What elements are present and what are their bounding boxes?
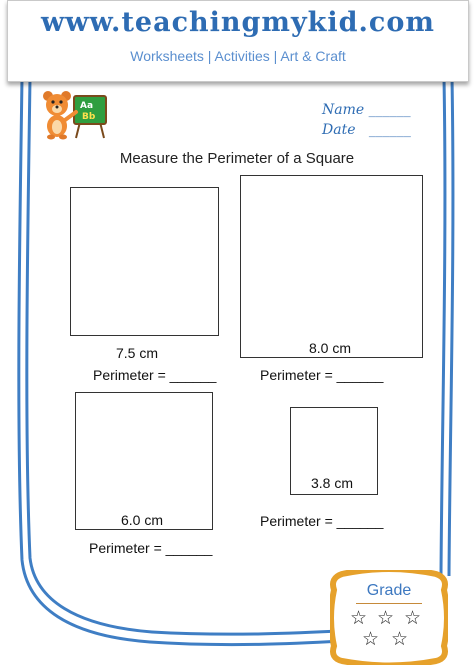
- side-length-4: 3.8 cm: [311, 475, 354, 491]
- perimeter-answer-2[interactable]: Perimeter = ______: [260, 367, 384, 383]
- svg-text:☆: ☆: [391, 628, 409, 650]
- grade-box: [330, 570, 448, 670]
- side-length-3: 6.0 cm: [121, 512, 164, 528]
- svg-text:☆: ☆: [377, 607, 395, 629]
- worksheet-title: Measure the Perimeter of a Square: [119, 150, 355, 167]
- site-nav[interactable]: Worksheets | Activities | Art & Craft: [130, 48, 346, 64]
- square-3: [75, 392, 213, 530]
- date-label: Date: [322, 122, 356, 138]
- teddy-bear-mascot-icon: [40, 88, 112, 145]
- svg-text:☆: ☆: [350, 607, 368, 629]
- grade-label: Grade: [366, 582, 412, 599]
- site-header: [7, 0, 469, 82]
- side-length-2: 8.0 cm: [309, 340, 352, 356]
- name-label: Name: [322, 102, 365, 118]
- date-line[interactable]: [322, 120, 411, 140]
- name-date-fields: [322, 100, 411, 140]
- grade-divider: [356, 603, 422, 604]
- square-1: [70, 187, 219, 336]
- perimeter-answer-3[interactable]: Perimeter = ______: [89, 540, 213, 556]
- side-length-1: 7.5 cm: [116, 345, 159, 361]
- perimeter-answer-4[interactable]: Perimeter = ______: [260, 513, 384, 529]
- svg-text:Aa: Aa: [80, 101, 94, 111]
- svg-text:☆: ☆: [404, 607, 422, 629]
- svg-text:Bb: Bb: [82, 112, 96, 122]
- date-blank[interactable]: ______: [368, 122, 411, 138]
- name-blank[interactable]: ______: [368, 102, 411, 118]
- square-2: [240, 175, 423, 358]
- name-line[interactable]: [322, 100, 411, 120]
- perimeter-answer-1[interactable]: Perimeter = ______: [93, 367, 217, 383]
- svg-text:☆: ☆: [362, 628, 380, 650]
- site-title[interactable]: www.teachingmykid.com: [41, 7, 435, 38]
